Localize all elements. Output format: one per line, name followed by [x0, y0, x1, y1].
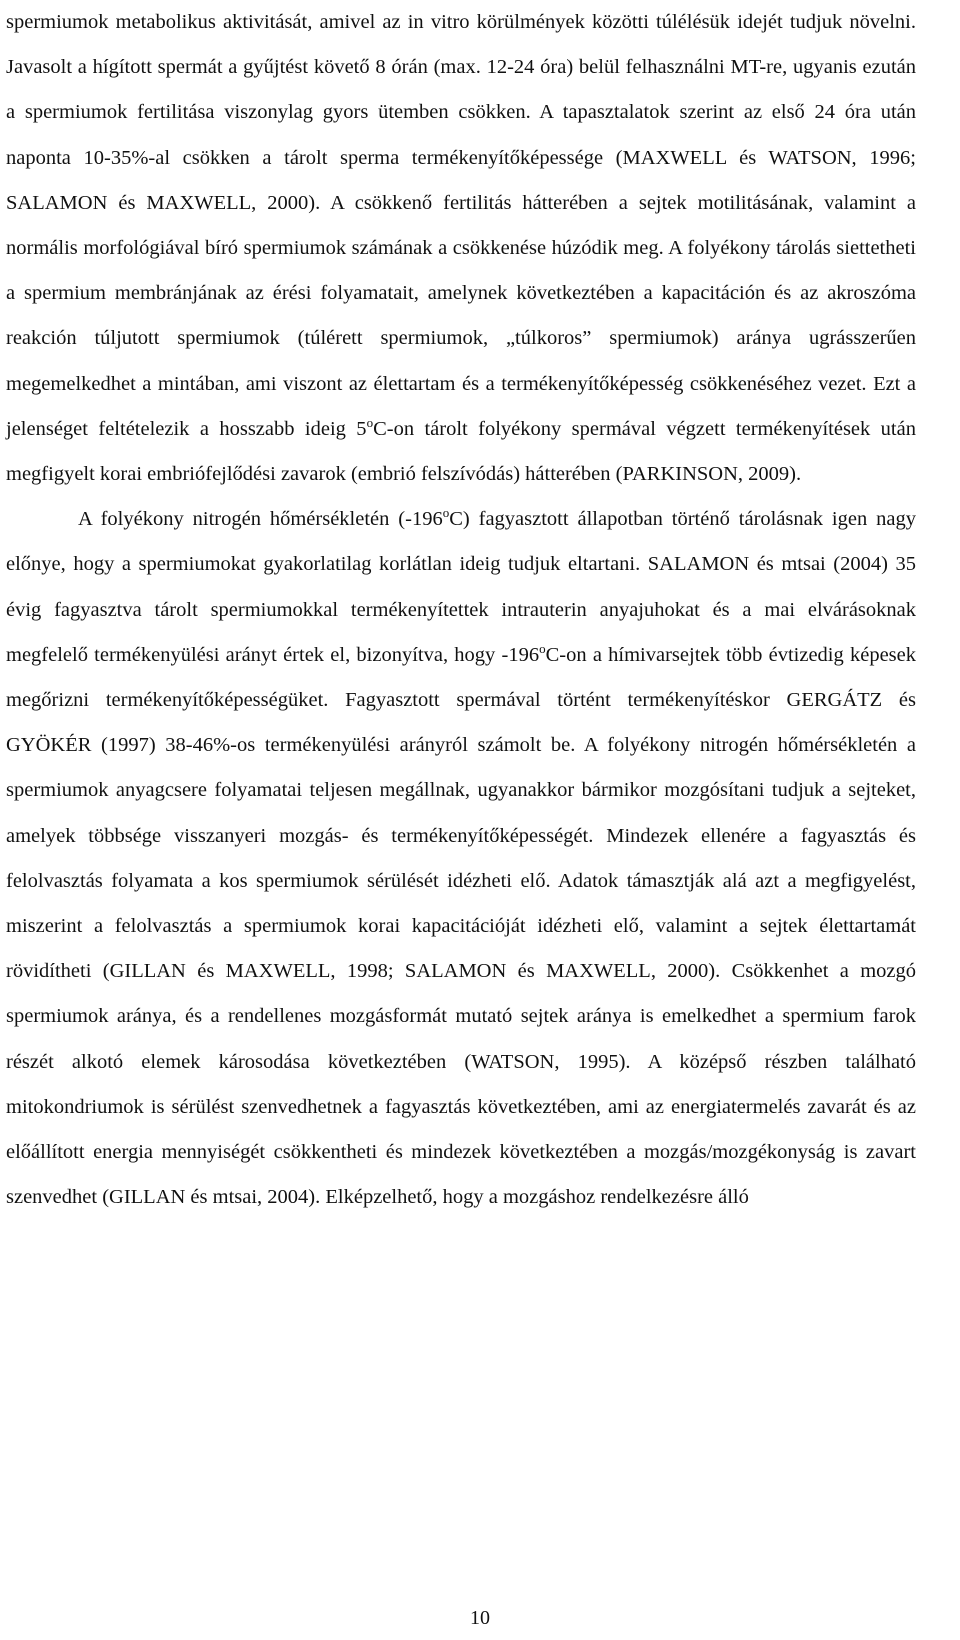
degree-superscript: o — [539, 640, 546, 656]
page-number: 10 — [470, 1607, 490, 1629]
paragraph-storage-frozen — [6, 497, 916, 1220]
paragraph-1-text-a: spermiumok metabolikus aktivitását, amivel az in vitro körülmények közötti túlélésük idejét tudjuk növelni. Javasolt a hígított spermát a gyűjtést követő 8 órán (max. 12-24 óra) belül felhasználni MT-re, ugyanis ezután a spermiumok fertilitása viszonylag gyors ütemben csökken. A tapasztalatok szerint az első 24 óra után naponta 10-35%-al csökken a tárolt sperma termékenyítőképessége (MAXWELL és WATSON, 1996; SALAMON és MAXWELL, 2000). A csökkenő fertilitás hátterében a sejtek motilitásának, valamint a normális morfológiával bíró spermiumok számának a csökkenése húzódik meg. A folyékony tárolás siettetheti a spermium membránjának az érési folyamatait, amelynek következtében a kapacitáción és az akroszóma reakción túljutott spermiumok (túlérett spermiumok, „túlkoros” spermiumok) aránya ugrásszerűen megemelkedhet a mintában, ami viszont az élettartam és a termékenyítőképesség csökkenéséhez vezet. Ezt a jelenséget feltételezik a hosszabb ideig 5 — [6, 11, 916, 440]
paragraph-2-text-c: C-on a hímivarsejtek több évtizedig képesek megőrizni termékenyítőképességüket. Fagyasztott spermával történt termékenyítéskor GERGÁTZ és GYÖKÉR (1997) 38-46%-os termékenyülési arányról számolt be. A folyékony nitrogén hőmérsékletén a spermiumok anyagcsere folyamatai teljesen megállnak, ugyanakkor bármikor mozgósítani tudjuk a sejteket, amelyek többsége visszanyeri mozgás- és termékenyítőképességét. Mindezek ellenére a fagyasztás és felolvasztás folyamata a kos spermiumok sérülését idézheti elő. Adatok támasztják alá azt a megfigyelést, miszerint a felolvasztás a spermiumok korai kapacitációját idézheti elő, valamint a sejtek élettartamát rövidítheti (GILLAN és MAXWELL, 1998; SALAMON és MAXWELL, 2000). Csökkenhet a mozgó spermiumok aránya, és a rendellenes mozgásformát mutató sejtek aránya is emelkedhet a spermium farok részét alkotó elemek károsodása következtében (WATSON, 1995). A középső részben található mitokondriumok is sérülést szenvedhetnek a fagyasztás következtében, ami az energiatermelés zavarát és az előállított energia mennyiségét csökkentheti és mindezek következtében a mozgás/mozgékonyság is zavart szenvedhet (GILLAN és mtsai, 2004). Elképzelhető, hogy a mozgáshoz rendelkezésre álló — [6, 643, 917, 1209]
paragraph-2-text-a: A folyékony nitrogén hőmérsékletén (-196 — [78, 508, 443, 531]
paragraph-storage-liquid — [6, 0, 916, 497]
paragraph-1-text-b: C-on tárolt folyékony spermával végzett termékenyítések után megfigyelt korai embriófejlődési zavarok (embrió felszívódás) hátterében (PARKINSON, 2009). — [6, 417, 916, 486]
document-page — [6, 0, 916, 1220]
degree-superscript: o — [442, 505, 450, 521]
degree-superscript: o — [366, 414, 374, 430]
paragraph-2-text-b: C) fagyasztott állapotban történő tárolásnak igen nagy előnye, hogy a spermiumokat gyakorlatilag korlátlan ideig tudjuk eltartani. SALAMON és mtsai (2004) 35 évig fagyasztva tárolt spermiumokkal termékenyítettek intrauterin anyajuhokat és a mai elvárásoknak megfelelő termékenyülési arányt értek el, bizonyítva, hogy -196 — [6, 508, 916, 666]
